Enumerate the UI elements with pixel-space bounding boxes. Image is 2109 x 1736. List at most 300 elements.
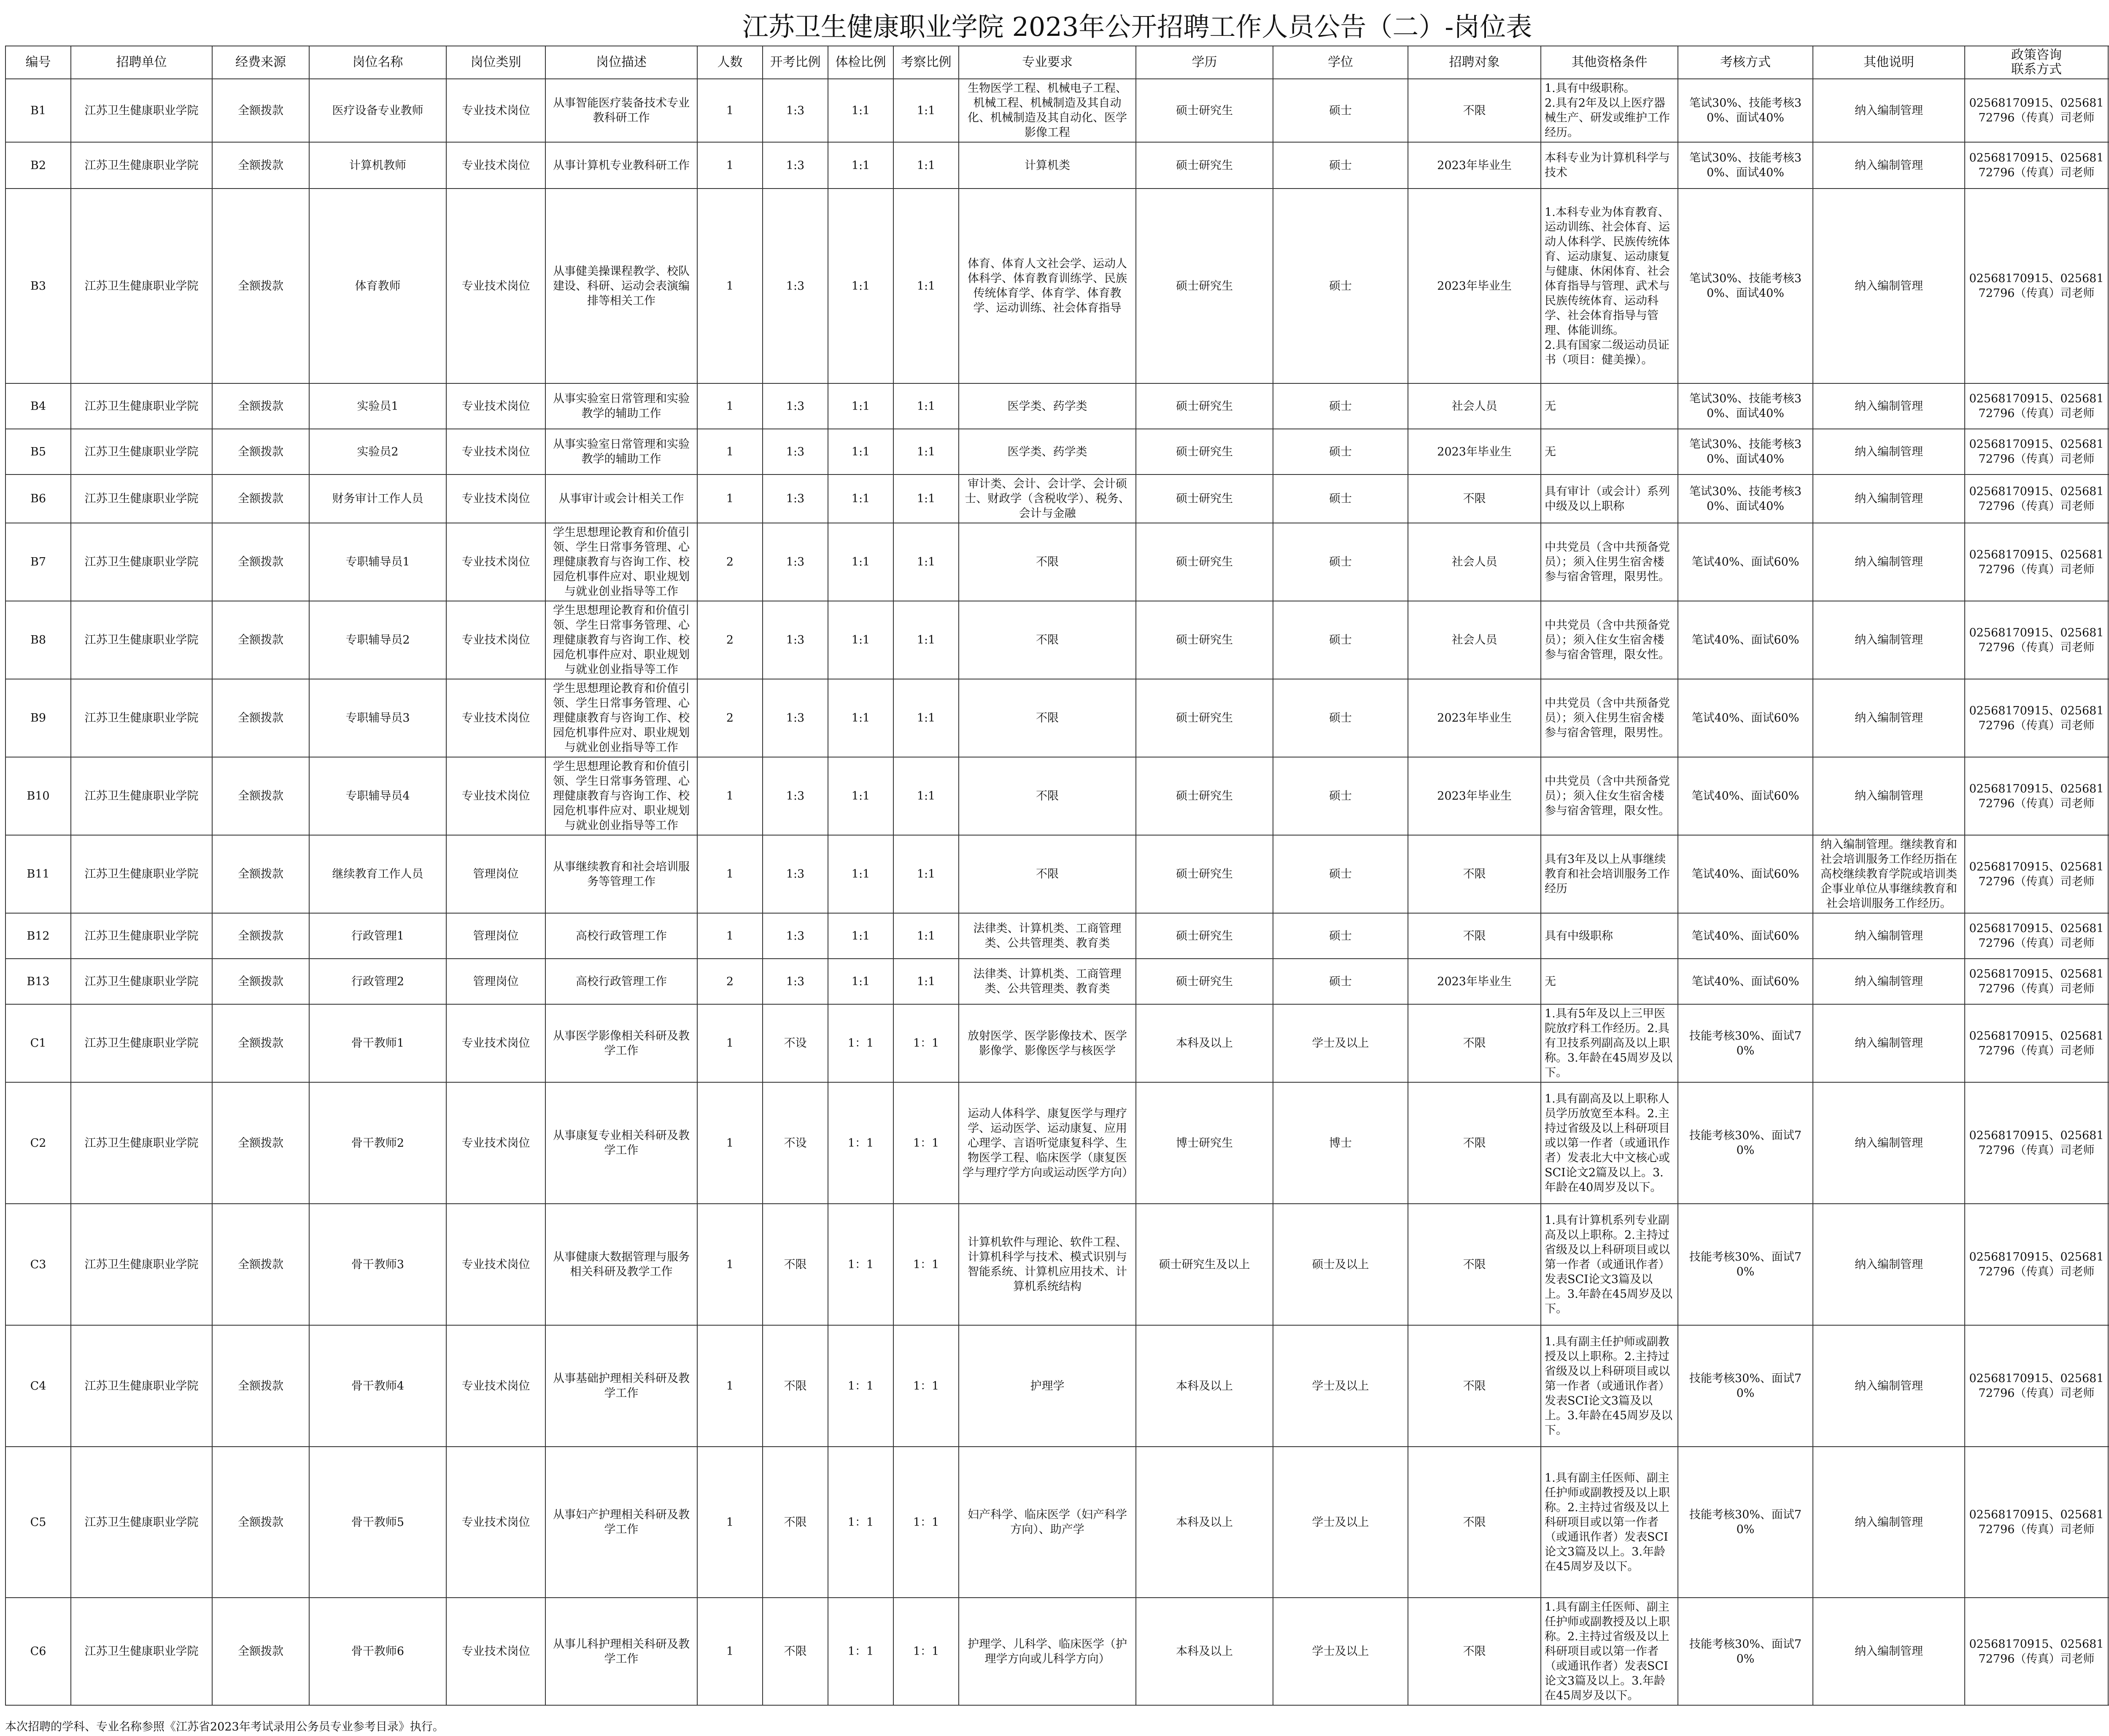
cell-edu: 本科及以上	[1136, 1447, 1273, 1598]
cell-post: 专职辅导员4	[309, 757, 446, 835]
cell-contact: 02568170915、02568172796（传真）司老师	[1965, 679, 2108, 757]
cell-desc: 从事医学影像相关科研及教学工作	[545, 1004, 697, 1082]
cell-contact: 02568170915、02568172796（传真）司老师	[1965, 383, 2108, 429]
header-other-cond: 其他资格条件	[1541, 46, 1678, 79]
cell-edu: 硕士研究生	[1136, 189, 1273, 383]
cell-desc: 高校行政管理工作	[545, 913, 697, 959]
cell-degree: 硕士	[1273, 142, 1408, 189]
cell-desc: 学生思想理论教育和价值引领、学生日常事务管理、心理健康教育与咨询工作、校园危机事件应对、职业规划与就业创业指导等工作	[545, 757, 697, 835]
cell-other-cond: 具有审计（或会计）系列中级及以上职称	[1541, 474, 1678, 523]
cell-inspect-ratio: 1:1	[893, 523, 959, 601]
cell-physical-ratio: 1：1	[828, 1082, 893, 1204]
cell-assess: 笔试40%、面试60%	[1678, 959, 1813, 1004]
cell-target: 不限	[1408, 79, 1541, 142]
cell-exam-ratio: 1:3	[763, 189, 828, 383]
cell-assess: 笔试40%、面试60%	[1678, 679, 1813, 757]
cell-major: 不限	[959, 757, 1136, 835]
cell-other-cond: 1.具有5年及以上三甲医院放疗科工作经历。2.具有卫技系列副高及以上职称。3.年龄在45周岁及以下。	[1541, 1004, 1678, 1082]
cell-note: 纳入编制管理	[1813, 757, 1965, 835]
cell-target: 不限	[1408, 1325, 1541, 1447]
cell-assess: 技能考核30%、面试70%	[1678, 1447, 1813, 1598]
header-note: 其他说明	[1813, 46, 1965, 79]
cell-num: 2	[697, 523, 763, 601]
cell-inspect-ratio: 1：1	[893, 1325, 959, 1447]
cell-assess: 技能考核30%、面试70%	[1678, 1004, 1813, 1082]
cell-major: 法律类、计算机类、工商管理类、公共管理类、教育类	[959, 913, 1136, 959]
cell-desc: 从事健康大数据管理与服务相关科研及教学工作	[545, 1204, 697, 1325]
cell-category: 专业技术岗位	[446, 601, 545, 679]
cell-code: B4	[5, 383, 71, 429]
cell-fund: 全额拨款	[212, 913, 309, 959]
cell-other-cond: 具有3年及以上从事继续教育和社会培训服务工作经历	[1541, 835, 1678, 913]
cell-num: 1	[697, 835, 763, 913]
cell-assess: 笔试40%、面试60%	[1678, 601, 1813, 679]
cell-exam-ratio: 不限	[763, 1598, 828, 1705]
cell-degree: 博士	[1273, 1082, 1408, 1204]
cell-physical-ratio: 1:1	[828, 601, 893, 679]
header-major: 专业要求	[959, 46, 1136, 79]
cell-edu: 硕士研究生	[1136, 429, 1273, 474]
cell-category: 专业技术岗位	[446, 429, 545, 474]
cell-target: 2023年毕业生	[1408, 142, 1541, 189]
header-inspect-ratio: 考察比例	[893, 46, 959, 79]
cell-desc: 从事妇产护理相关科研及教学工作	[545, 1447, 697, 1598]
cell-fund: 全额拨款	[212, 679, 309, 757]
table-row	[5, 679, 2109, 757]
cell-unit: 江苏卫生健康职业学院	[71, 757, 212, 835]
cell-contact: 02568170915、02568172796（传真）司老师	[1965, 1082, 2108, 1204]
cell-fund: 全额拨款	[212, 189, 309, 383]
cell-code: B11	[5, 835, 71, 913]
cell-category: 专业技术岗位	[446, 1082, 545, 1204]
cell-category: 专业技术岗位	[446, 1004, 545, 1082]
cell-major: 运动人体科学、康复医学与理疗学、运动医学、运动康复、应用心理学、言语听觉康复科学、生物医学工程、临床医学（康复医学与理疗学方向或运动医学方向）	[959, 1082, 1136, 1204]
cell-assess: 笔试40%、面试60%	[1678, 757, 1813, 835]
cell-degree: 硕士	[1273, 189, 1408, 383]
cell-exam-ratio: 1:3	[763, 835, 828, 913]
cell-unit: 江苏卫生健康职业学院	[71, 1325, 212, 1447]
table-row	[5, 601, 2109, 679]
cell-code: B5	[5, 429, 71, 474]
cell-physical-ratio: 1:1	[828, 835, 893, 913]
cell-contact: 02568170915、02568172796（传真）司老师	[1965, 757, 2108, 835]
cell-num: 1	[697, 189, 763, 383]
cell-edu: 硕士研究生	[1136, 383, 1273, 429]
cell-target: 不限	[1408, 1598, 1541, 1705]
cell-num: 1	[697, 757, 763, 835]
cell-assess: 技能考核30%、面试70%	[1678, 1325, 1813, 1447]
table-row	[5, 913, 2109, 959]
cell-unit: 江苏卫生健康职业学院	[71, 601, 212, 679]
cell-exam-ratio: 1:3	[763, 601, 828, 679]
cell-desc: 从事健美操课程教学、校队建设、科研、运动会表演编排等相关工作	[545, 189, 697, 383]
cell-fund: 全额拨款	[212, 835, 309, 913]
cell-degree: 硕士	[1273, 79, 1408, 142]
cell-contact: 02568170915、02568172796（传真）司老师	[1965, 1204, 2108, 1325]
cell-num: 1	[697, 1325, 763, 1447]
cell-contact: 02568170915、02568172796（传真）司老师	[1965, 1598, 2108, 1705]
table-row	[5, 79, 2109, 142]
cell-post: 骨干教师6	[309, 1598, 446, 1705]
cell-target: 不限	[1408, 835, 1541, 913]
cell-other-cond: 1.具有计算机系列专业副高及以上职称。2.主持过省级及以上科研项目或以第一作者（或通讯作者）发表SCI论文3篇及以上。3.年龄在45周岁及以下。	[1541, 1204, 1678, 1325]
cell-post: 骨干教师3	[309, 1204, 446, 1325]
cell-exam-ratio: 1:3	[763, 383, 828, 429]
cell-post: 专职辅导员3	[309, 679, 446, 757]
cell-edu: 本科及以上	[1136, 1325, 1273, 1447]
cell-desc: 从事基础护理相关科研及教学工作	[545, 1325, 697, 1447]
cell-note: 纳入编制管理	[1813, 679, 1965, 757]
cell-fund: 全额拨款	[212, 1204, 309, 1325]
table-row	[5, 1204, 2109, 1325]
cell-major: 生物医学工程、机械电子工程、机械工程、机械制造及其自动化、机械制造及其自动化、医学影像工程	[959, 79, 1136, 142]
cell-inspect-ratio: 1:1	[893, 913, 959, 959]
cell-exam-ratio: 不设	[763, 1082, 828, 1204]
cell-num: 1	[697, 79, 763, 142]
table-row	[5, 1325, 2109, 1447]
cell-unit: 江苏卫生健康职业学院	[71, 1004, 212, 1082]
cell-assess: 笔试30%、技能考核30%、面试40%	[1678, 383, 1813, 429]
cell-target: 社会人员	[1408, 383, 1541, 429]
cell-edu: 硕士研究生及以上	[1136, 1204, 1273, 1325]
table-row	[5, 383, 2109, 429]
cell-note: 纳入编制管理	[1813, 189, 1965, 383]
cell-code: B10	[5, 757, 71, 835]
cell-inspect-ratio: 1:1	[893, 142, 959, 189]
cell-other-cond: 1.具有中级职称。 2.具有2年及以上医疗器械生产、研发或维护工作经历。	[1541, 79, 1678, 142]
cell-note: 纳入编制管理	[1813, 601, 1965, 679]
cell-major: 法律类、计算机类、工商管理类、公共管理类、教育类	[959, 959, 1136, 1004]
cell-inspect-ratio: 1:1	[893, 474, 959, 523]
cell-exam-ratio: 1:3	[763, 959, 828, 1004]
cell-physical-ratio: 1:1	[828, 429, 893, 474]
cell-fund: 全额拨款	[212, 1082, 309, 1204]
cell-physical-ratio: 1:1	[828, 523, 893, 601]
cell-target: 2023年毕业生	[1408, 757, 1541, 835]
cell-unit: 江苏卫生健康职业学院	[71, 189, 212, 383]
cell-desc: 从事智能医疗装备技术专业教科研工作	[545, 79, 697, 142]
cell-inspect-ratio: 1:1	[893, 601, 959, 679]
table-row	[5, 959, 2109, 1004]
cell-code: C6	[5, 1598, 71, 1705]
cell-note: 纳入编制管理	[1813, 1325, 1965, 1447]
cell-other-cond: 1.具有副主任护师或副教授及以上职称。2.主持过省级及以上科研项目或以第一作者（或通讯作者）发表SCI论文3篇及以上。3.年龄在45周岁及以下。	[1541, 1325, 1678, 1447]
cell-degree: 学士及以上	[1273, 1447, 1408, 1598]
cell-category: 专业技术岗位	[446, 474, 545, 523]
cell-degree: 硕士	[1273, 383, 1408, 429]
cell-contact: 02568170915、02568172796（传真）司老师	[1965, 1004, 2108, 1082]
cell-category: 专业技术岗位	[446, 1598, 545, 1705]
cell-code: B3	[5, 189, 71, 383]
cell-assess: 笔试40%、面试60%	[1678, 523, 1813, 601]
cell-post: 继续教育工作人员	[309, 835, 446, 913]
cell-note: 纳入编制管理	[1813, 523, 1965, 601]
table-row	[5, 142, 2109, 189]
cell-other-cond: 本科专业为计算机科学与技术	[1541, 142, 1678, 189]
cell-degree: 硕士	[1273, 474, 1408, 523]
cell-unit: 江苏卫生健康职业学院	[71, 79, 212, 142]
cell-category: 专业技术岗位	[446, 79, 545, 142]
cell-num: 1	[697, 142, 763, 189]
cell-unit: 江苏卫生健康职业学院	[71, 1598, 212, 1705]
cell-unit: 江苏卫生健康职业学院	[71, 523, 212, 601]
cell-note: 纳入编制管理	[1813, 142, 1965, 189]
cell-fund: 全额拨款	[212, 1004, 309, 1082]
cell-code: C5	[5, 1447, 71, 1598]
cell-inspect-ratio: 1：1	[893, 1598, 959, 1705]
cell-desc: 从事计算机专业教科研工作	[545, 142, 697, 189]
cell-note: 纳入编制管理	[1813, 1204, 1965, 1325]
cell-note: 纳入编制管理	[1813, 1447, 1965, 1598]
cell-target: 不限	[1408, 474, 1541, 523]
header-code: 编号	[5, 46, 71, 79]
cell-major: 护理学、儿科学、临床医学（护理学方向或儿科学方向）	[959, 1598, 1136, 1705]
header-exam-ratio: 开考比例	[763, 46, 828, 79]
header-assess: 考核方式	[1678, 46, 1813, 79]
cell-major: 审计类、会计、会计学、会计硕士、财政学（含税收学）、税务、会计与金融	[959, 474, 1136, 523]
cell-physical-ratio: 1:1	[828, 757, 893, 835]
cell-desc: 从事实验室日常管理和实验教学的辅助工作	[545, 383, 697, 429]
cell-inspect-ratio: 1:1	[893, 189, 959, 383]
cell-physical-ratio: 1：1	[828, 1204, 893, 1325]
cell-note: 纳入编制管理。继续教育和社会培训服务工作经历指在高校继续教育学院或培训类企事业单位从事继续教育和社会培训服务工作经历。	[1813, 835, 1965, 913]
cell-other-cond: 1.本科专业为体育教育、运动训练、社会体育、运动人体科学、民族传统体育、运动康复、运动康复与健康、休闲体育、社会体育指导与管理、武术与民族传统体育、运动科学、社会体育指导与管理、体能训练。 2.具有国家二级运动员证书（项目：健美操）。	[1541, 189, 1678, 383]
cell-fund: 全额拨款	[212, 1447, 309, 1598]
cell-edu: 硕士研究生	[1136, 757, 1273, 835]
cell-unit: 江苏卫生健康职业学院	[71, 1447, 212, 1598]
cell-unit: 江苏卫生健康职业学院	[71, 142, 212, 189]
cell-category: 管理岗位	[446, 835, 545, 913]
cell-exam-ratio: 1:3	[763, 679, 828, 757]
cell-other-cond: 1.具有副主任医师、副主任护师或副教授及以上职称。2.主持过省级及以上科研项目或以第一作者（或通讯作者）发表SCI论文3篇及以上。3.年龄在45周岁及以下。	[1541, 1598, 1678, 1705]
cell-degree: 硕士	[1273, 601, 1408, 679]
cell-exam-ratio: 1:3	[763, 474, 828, 523]
cell-fund: 全额拨款	[212, 429, 309, 474]
cell-physical-ratio: 1：1	[828, 1598, 893, 1705]
cell-degree: 学士及以上	[1273, 1004, 1408, 1082]
cell-physical-ratio: 1:1	[828, 142, 893, 189]
cell-inspect-ratio: 1：1	[893, 1004, 959, 1082]
cell-target: 不限	[1408, 1204, 1541, 1325]
cell-contact: 02568170915、02568172796（传真）司老师	[1965, 1325, 2108, 1447]
cell-desc: 从事儿科护理相关科研及教学工作	[545, 1598, 697, 1705]
cell-num: 1	[697, 383, 763, 429]
cell-post: 医疗设备专业教师	[309, 79, 446, 142]
cell-code: B12	[5, 913, 71, 959]
cell-code: B6	[5, 474, 71, 523]
cell-assess: 笔试30%、技能考核30%、面试40%	[1678, 474, 1813, 523]
cell-target: 社会人员	[1408, 601, 1541, 679]
cell-contact: 02568170915、02568172796（传真）司老师	[1965, 1447, 2108, 1598]
cell-major: 计算机类	[959, 142, 1136, 189]
cell-assess: 笔试30%、技能考核30%、面试40%	[1678, 79, 1813, 142]
cell-target: 2023年毕业生	[1408, 959, 1541, 1004]
cell-code: B13	[5, 959, 71, 1004]
cell-fund: 全额拨款	[212, 601, 309, 679]
cell-exam-ratio: 不限	[763, 1325, 828, 1447]
cell-category: 专业技术岗位	[446, 383, 545, 429]
page-title: 江苏卫生健康职业学院 2023年公开招聘工作人员公告（二）-岗位表	[742, 11, 1532, 42]
cell-contact: 02568170915、02568172796（传真）司老师	[1965, 429, 2108, 474]
cell-degree: 硕士	[1273, 679, 1408, 757]
cell-inspect-ratio: 1：1	[893, 1082, 959, 1204]
header-num: 人数	[697, 46, 763, 79]
cell-physical-ratio: 1:1	[828, 959, 893, 1004]
cell-num: 1	[697, 474, 763, 523]
cell-note: 纳入编制管理	[1813, 1598, 1965, 1705]
cell-physical-ratio: 1：1	[828, 1325, 893, 1447]
table-header-row	[5, 46, 2109, 79]
header-target: 招聘对象	[1408, 46, 1541, 79]
cell-degree: 硕士	[1273, 757, 1408, 835]
header-post: 岗位名称	[309, 46, 446, 79]
cell-other-cond: 1.具有副高及以上职称人员学历放宽至本科。2.主持过省级及以上科研项目或以第一作者（或通讯作者）发表北大中文核心或SCI论文2篇及以上。3.年龄在40周岁及以下。	[1541, 1082, 1678, 1204]
cell-inspect-ratio: 1：1	[893, 1447, 959, 1598]
cell-other-cond: 无	[1541, 959, 1678, 1004]
cell-major: 不限	[959, 601, 1136, 679]
cell-note: 纳入编制管理	[1813, 959, 1965, 1004]
cell-unit: 江苏卫生健康职业学院	[71, 1204, 212, 1325]
cell-target: 不限	[1408, 1004, 1541, 1082]
cell-contact: 02568170915、02568172796（传真）司老师	[1965, 189, 2108, 383]
cell-target: 社会人员	[1408, 523, 1541, 601]
cell-category: 管理岗位	[446, 959, 545, 1004]
cell-major: 体育、体育人文社会学、运动人体科学、体育教育训练学、民族传统体育学、体育学、体育教学、运动训练、社会体育指导	[959, 189, 1136, 383]
cell-edu: 硕士研究生	[1136, 79, 1273, 142]
cell-post: 体育教师	[309, 189, 446, 383]
cell-edu: 本科及以上	[1136, 1004, 1273, 1082]
cell-category: 专业技术岗位	[446, 1204, 545, 1325]
cell-edu: 本科及以上	[1136, 1598, 1273, 1705]
cell-exam-ratio: 不设	[763, 1004, 828, 1082]
cell-post: 骨干教师5	[309, 1447, 446, 1598]
cell-contact: 02568170915、02568172796（传真）司老师	[1965, 79, 2108, 142]
cell-inspect-ratio: 1:1	[893, 679, 959, 757]
cell-edu: 硕士研究生	[1136, 601, 1273, 679]
cell-other-cond: 中共党员（含中共预备党员）；须入住男生宿舍楼参与宿舍管理，限男性。	[1541, 523, 1678, 601]
cell-assess: 笔试40%、面试60%	[1678, 913, 1813, 959]
cell-assess: 技能考核30%、面试70%	[1678, 1204, 1813, 1325]
cell-unit: 江苏卫生健康职业学院	[71, 429, 212, 474]
cell-inspect-ratio: 1:1	[893, 959, 959, 1004]
cell-unit: 江苏卫生健康职业学院	[71, 1082, 212, 1204]
cell-edu: 硕士研究生	[1136, 474, 1273, 523]
cell-code: B9	[5, 679, 71, 757]
cell-post: 专职辅导员2	[309, 601, 446, 679]
cell-code: B7	[5, 523, 71, 601]
cell-num: 2	[697, 601, 763, 679]
cell-target: 2023年毕业生	[1408, 429, 1541, 474]
cell-fund: 全额拨款	[212, 79, 309, 142]
cell-physical-ratio: 1:1	[828, 474, 893, 523]
cell-inspect-ratio: 1:1	[893, 79, 959, 142]
header-unit: 招聘单位	[71, 46, 212, 79]
cell-num: 2	[697, 679, 763, 757]
cell-target: 不限	[1408, 1447, 1541, 1598]
cell-post: 骨干教师4	[309, 1325, 446, 1447]
cell-physical-ratio: 1:1	[828, 913, 893, 959]
cell-contact: 02568170915、02568172796（传真）司老师	[1965, 959, 2108, 1004]
header-contact: 政策咨询 联系方式	[1965, 46, 2108, 79]
cell-degree: 硕士	[1273, 523, 1408, 601]
cell-degree: 硕士	[1273, 913, 1408, 959]
cell-fund: 全额拨款	[212, 383, 309, 429]
cell-major: 不限	[959, 835, 1136, 913]
table-body	[5, 79, 2109, 1705]
cell-unit: 江苏卫生健康职业学院	[71, 474, 212, 523]
cell-category: 专业技术岗位	[446, 757, 545, 835]
cell-other-cond: 1.具有副主任医师、副主任护师或副教授及以上职称。2.主持过省级及以上科研项目或以第一作者（或通讯作者）发表SCI论文3篇及以上。3.年龄在45周岁及以下。	[1541, 1447, 1678, 1598]
cell-exam-ratio: 1:3	[763, 523, 828, 601]
cell-note: 纳入编制管理	[1813, 1004, 1965, 1082]
cell-exam-ratio: 1:3	[763, 757, 828, 835]
cell-assess: 技能考核30%、面试70%	[1678, 1082, 1813, 1204]
cell-assess: 笔试30%、技能考核30%、面试40%	[1678, 429, 1813, 474]
cell-assess: 笔试40%、面试60%	[1678, 835, 1813, 913]
cell-edu: 硕士研究生	[1136, 679, 1273, 757]
cell-unit: 江苏卫生健康职业学院	[71, 679, 212, 757]
cell-inspect-ratio: 1:1	[893, 383, 959, 429]
cell-degree: 硕士	[1273, 835, 1408, 913]
cell-major: 计算机软件与理论、软件工程、计算机科学与技术、模式识别与智能系统、计算机应用技术、计算机系统结构	[959, 1204, 1136, 1325]
cell-exam-ratio: 1:3	[763, 913, 828, 959]
cell-post: 计算机教师	[309, 142, 446, 189]
table-row	[5, 1082, 2109, 1204]
cell-edu: 硕士研究生	[1136, 959, 1273, 1004]
cell-num: 1	[697, 429, 763, 474]
cell-note: 纳入编制管理	[1813, 474, 1965, 523]
cell-desc: 从事实验室日常管理和实验教学的辅助工作	[545, 429, 697, 474]
cell-num: 1	[697, 1598, 763, 1705]
table-row	[5, 474, 2109, 523]
cell-desc: 学生思想理论教育和价值引领、学生日常事务管理、心理健康教育与咨询工作、校园危机事件应对、职业规划与就业创业指导等工作	[545, 523, 697, 601]
cell-category: 专业技术岗位	[446, 189, 545, 383]
cell-edu: 硕士研究生	[1136, 835, 1273, 913]
footnote: 本次招聘的学科、专业名称参照《江苏省2023年考试录用公务员专业参考目录》执行。	[5, 1720, 444, 1733]
cell-code: B2	[5, 142, 71, 189]
cell-code: C1	[5, 1004, 71, 1082]
cell-post: 财务审计工作人员	[309, 474, 446, 523]
cell-unit: 江苏卫生健康职业学院	[71, 383, 212, 429]
cell-code: B1	[5, 79, 71, 142]
cell-category: 专业技术岗位	[446, 142, 545, 189]
cell-physical-ratio: 1:1	[828, 79, 893, 142]
cell-note: 纳入编制管理	[1813, 383, 1965, 429]
cell-contact: 02568170915、02568172796（传真）司老师	[1965, 142, 2108, 189]
cell-inspect-ratio: 1:1	[893, 757, 959, 835]
cell-note: 纳入编制管理	[1813, 913, 1965, 959]
cell-fund: 全额拨款	[212, 1325, 309, 1447]
header-physical-ratio: 体检比例	[828, 46, 893, 79]
cell-num: 1	[697, 1447, 763, 1598]
cell-exam-ratio: 1:3	[763, 79, 828, 142]
cell-edu: 硕士研究生	[1136, 523, 1273, 601]
header-degree: 学位	[1273, 46, 1408, 79]
cell-contact: 02568170915、02568172796（传真）司老师	[1965, 835, 2108, 913]
cell-physical-ratio: 1:1	[828, 679, 893, 757]
cell-degree: 硕士	[1273, 429, 1408, 474]
cell-category: 专业技术岗位	[446, 679, 545, 757]
cell-category: 专业技术岗位	[446, 523, 545, 601]
cell-unit: 江苏卫生健康职业学院	[71, 835, 212, 913]
cell-fund: 全额拨款	[212, 474, 309, 523]
table-row	[5, 429, 2109, 474]
cell-post: 专职辅导员1	[309, 523, 446, 601]
cell-fund: 全额拨款	[212, 523, 309, 601]
cell-category: 管理岗位	[446, 913, 545, 959]
cell-edu: 硕士研究生	[1136, 142, 1273, 189]
cell-physical-ratio: 1：1	[828, 1004, 893, 1082]
